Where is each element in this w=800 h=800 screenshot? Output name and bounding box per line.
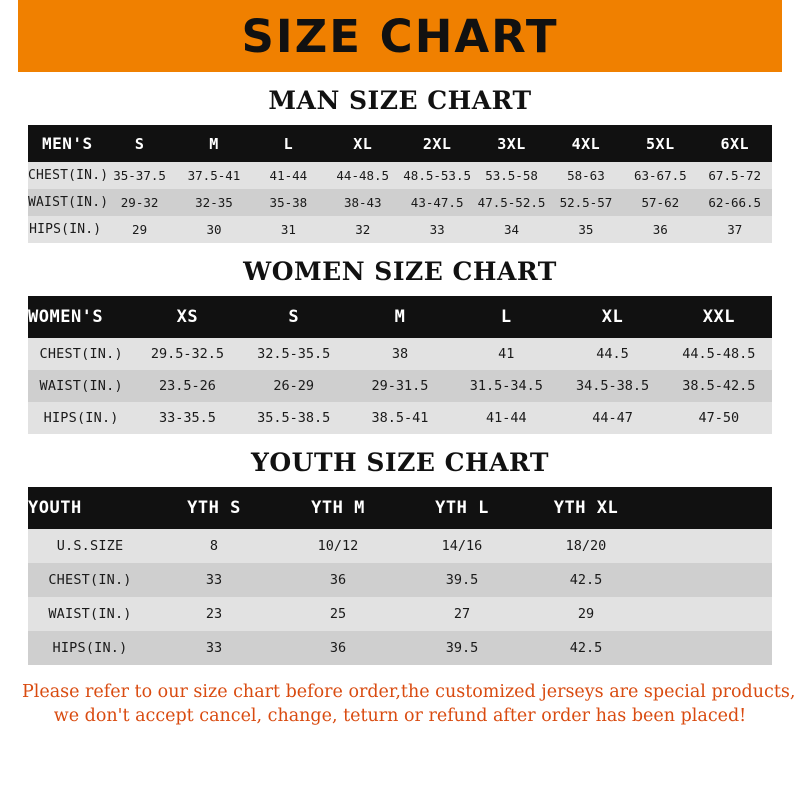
men-section (0, 86, 800, 243)
table-cell: 37 (727, 222, 743, 237)
table-cell: 23.5-26 (158, 378, 216, 394)
table-cell: 53.5-58 (485, 168, 538, 183)
row-label: CHEST(IN.) (39, 346, 123, 362)
table-cell: 32-35 (195, 195, 233, 210)
row-label: CHEST(IN.) (48, 572, 132, 588)
table-cell: 32.5-35.5 (257, 346, 331, 362)
table-cell: 26-29 (273, 378, 315, 394)
men-section-title: MAN SIZE CHART (268, 86, 532, 115)
table-cell: 14/16 (441, 538, 483, 554)
table-cell: 47-50 (698, 410, 740, 426)
youth-section-title: YOUTH SIZE CHART (251, 448, 549, 477)
header-band (0, 0, 800, 72)
table-cell: 35.5-38.5 (257, 410, 331, 426)
column-header-spacer (648, 487, 772, 529)
table-cell: 67.5-72 (708, 168, 762, 183)
table-cell: 41-44 (485, 410, 527, 426)
table-row (28, 370, 772, 402)
table-cell: 8 (209, 538, 219, 554)
column-header: XL (601, 307, 624, 327)
table-cell: 35-38 (269, 195, 308, 210)
table-row (28, 597, 772, 631)
table-cell: 44-47 (592, 410, 633, 426)
table-row (28, 529, 772, 563)
table-cell: 38-43 (343, 195, 382, 210)
table-cell: 37.5-41 (187, 168, 241, 183)
column-header: S (288, 307, 300, 327)
column-header: M (209, 134, 219, 153)
table-cell: 35-37.5 (113, 168, 166, 183)
page-title: SIZE CHART (241, 9, 559, 63)
table-cell: 32 (355, 222, 371, 237)
table-cell: 38.5-42.5 (682, 378, 756, 394)
column-header: WOMEN'S (28, 307, 104, 327)
row-label: HIPS(IN.) (43, 410, 119, 426)
table-cell: 43-47.5 (410, 195, 464, 210)
table-cell: 42.5 (569, 640, 603, 656)
women-size-table (28, 296, 772, 434)
header-band-right-margin (782, 0, 800, 72)
column-header: YTH M (311, 498, 365, 518)
youth-section (0, 448, 800, 665)
table-cell: 33-35.5 (158, 410, 216, 426)
column-header: YTH XL (553, 498, 619, 518)
table-cell: 23 (205, 606, 223, 622)
table-cell: 29 (577, 606, 595, 622)
row-label: WAIST(IN.) (48, 606, 132, 622)
footer-note-line-2: we don't accept cancel, change, teturn or refund after order has been placed! (53, 705, 747, 726)
row-label: WAIST(IN.) (39, 378, 123, 394)
table-cell: 44.5 (596, 346, 629, 362)
table-cell: 29-32 (120, 195, 159, 210)
men-size-table (28, 125, 772, 243)
footer-note-line-1: Please refer to our size chart before order,the customized jerseys are special products, (22, 682, 796, 702)
table-cell: 31 (280, 222, 296, 237)
table-cell: 18/20 (565, 538, 607, 554)
table-cell: 30 (206, 222, 222, 237)
column-header: XXL (702, 307, 735, 327)
table-cell-spacer (648, 631, 772, 665)
table-cell: 36 (329, 640, 347, 656)
column-header: 6XL (720, 134, 750, 153)
table-cell: 39.5 (445, 572, 479, 588)
women-section-title: WOMEN SIZE CHART (243, 257, 557, 286)
column-header: XS (176, 307, 199, 327)
table-header-row (28, 487, 772, 529)
table-row (28, 563, 772, 597)
column-header: 3XL (497, 134, 526, 153)
row-label: CHEST(IN.) (28, 168, 109, 183)
table-row (28, 162, 772, 189)
table-cell: 25 (329, 606, 347, 622)
table-cell: 58-63 (567, 168, 605, 183)
table-cell: 57-62 (641, 195, 680, 210)
table-cell: 41 (498, 346, 515, 362)
table-cell: 44.5-48.5 (682, 346, 756, 362)
row-label: HIPS(IN.) (52, 640, 128, 656)
table-cell: 39.5 (445, 640, 479, 656)
table-cell-spacer (648, 529, 772, 563)
table-cell: 34 (504, 222, 520, 237)
table-cell: 47.5-52.5 (477, 195, 546, 210)
table-row (28, 402, 772, 434)
table-cell: 36 (329, 572, 347, 588)
table-cell-spacer (648, 563, 772, 597)
column-header: 5XL (646, 134, 675, 153)
table-cell: 35 (578, 222, 594, 237)
table-cell: 31.5-34.5 (469, 378, 543, 394)
table-header-row (28, 296, 772, 338)
column-header: 4XL (571, 134, 601, 153)
table-row (28, 338, 772, 370)
table-cell: 44-48.5 (336, 168, 390, 183)
table-row (28, 216, 772, 243)
column-header: L (283, 134, 294, 153)
table-cell: 42.5 (569, 572, 603, 588)
table-cell: 52.5-57 (559, 195, 613, 210)
table-cell: 27 (453, 606, 471, 622)
table-cell: 29 (132, 222, 148, 237)
table-header-row (28, 125, 772, 162)
table-row (28, 631, 772, 665)
column-header: 2XL (422, 134, 452, 153)
table-cell: 33 (429, 222, 445, 237)
column-header: XL (353, 134, 373, 153)
column-header: MEN'S (42, 134, 93, 153)
table-cell: 48.5-53.5 (403, 168, 472, 183)
column-header: YOUTH (28, 498, 82, 518)
table-row (28, 189, 772, 216)
table-cell: 36 (652, 222, 668, 237)
youth-size-table (28, 487, 772, 665)
table-cell: 10/12 (317, 538, 359, 554)
column-header: M (394, 307, 406, 327)
footer-note (0, 681, 800, 728)
column-header: YTH S (187, 498, 241, 518)
header-band-left-margin (0, 0, 18, 72)
table-cell: 33 (205, 640, 223, 656)
table-cell-spacer (648, 597, 772, 631)
table-cell: 33 (205, 572, 223, 588)
row-label: WAIST(IN.) (28, 195, 109, 210)
table-cell: 29.5-32.5 (150, 346, 224, 362)
table-cell: 41-44 (269, 168, 308, 183)
column-header: YTH L (435, 498, 489, 518)
column-header: L (500, 307, 512, 327)
table-cell: 38.5-41 (371, 410, 429, 426)
women-section (0, 257, 800, 434)
table-cell: 29-31.5 (371, 378, 429, 394)
table-cell: 62-66.5 (708, 195, 762, 210)
row-label: U.S.SIZE (56, 538, 124, 554)
row-label: HIPS(IN.) (29, 222, 102, 237)
table-cell: 38 (391, 346, 409, 362)
column-header: S (134, 134, 145, 153)
table-cell: 34.5-38.5 (575, 378, 650, 394)
table-cell: 63-67.5 (633, 168, 687, 183)
